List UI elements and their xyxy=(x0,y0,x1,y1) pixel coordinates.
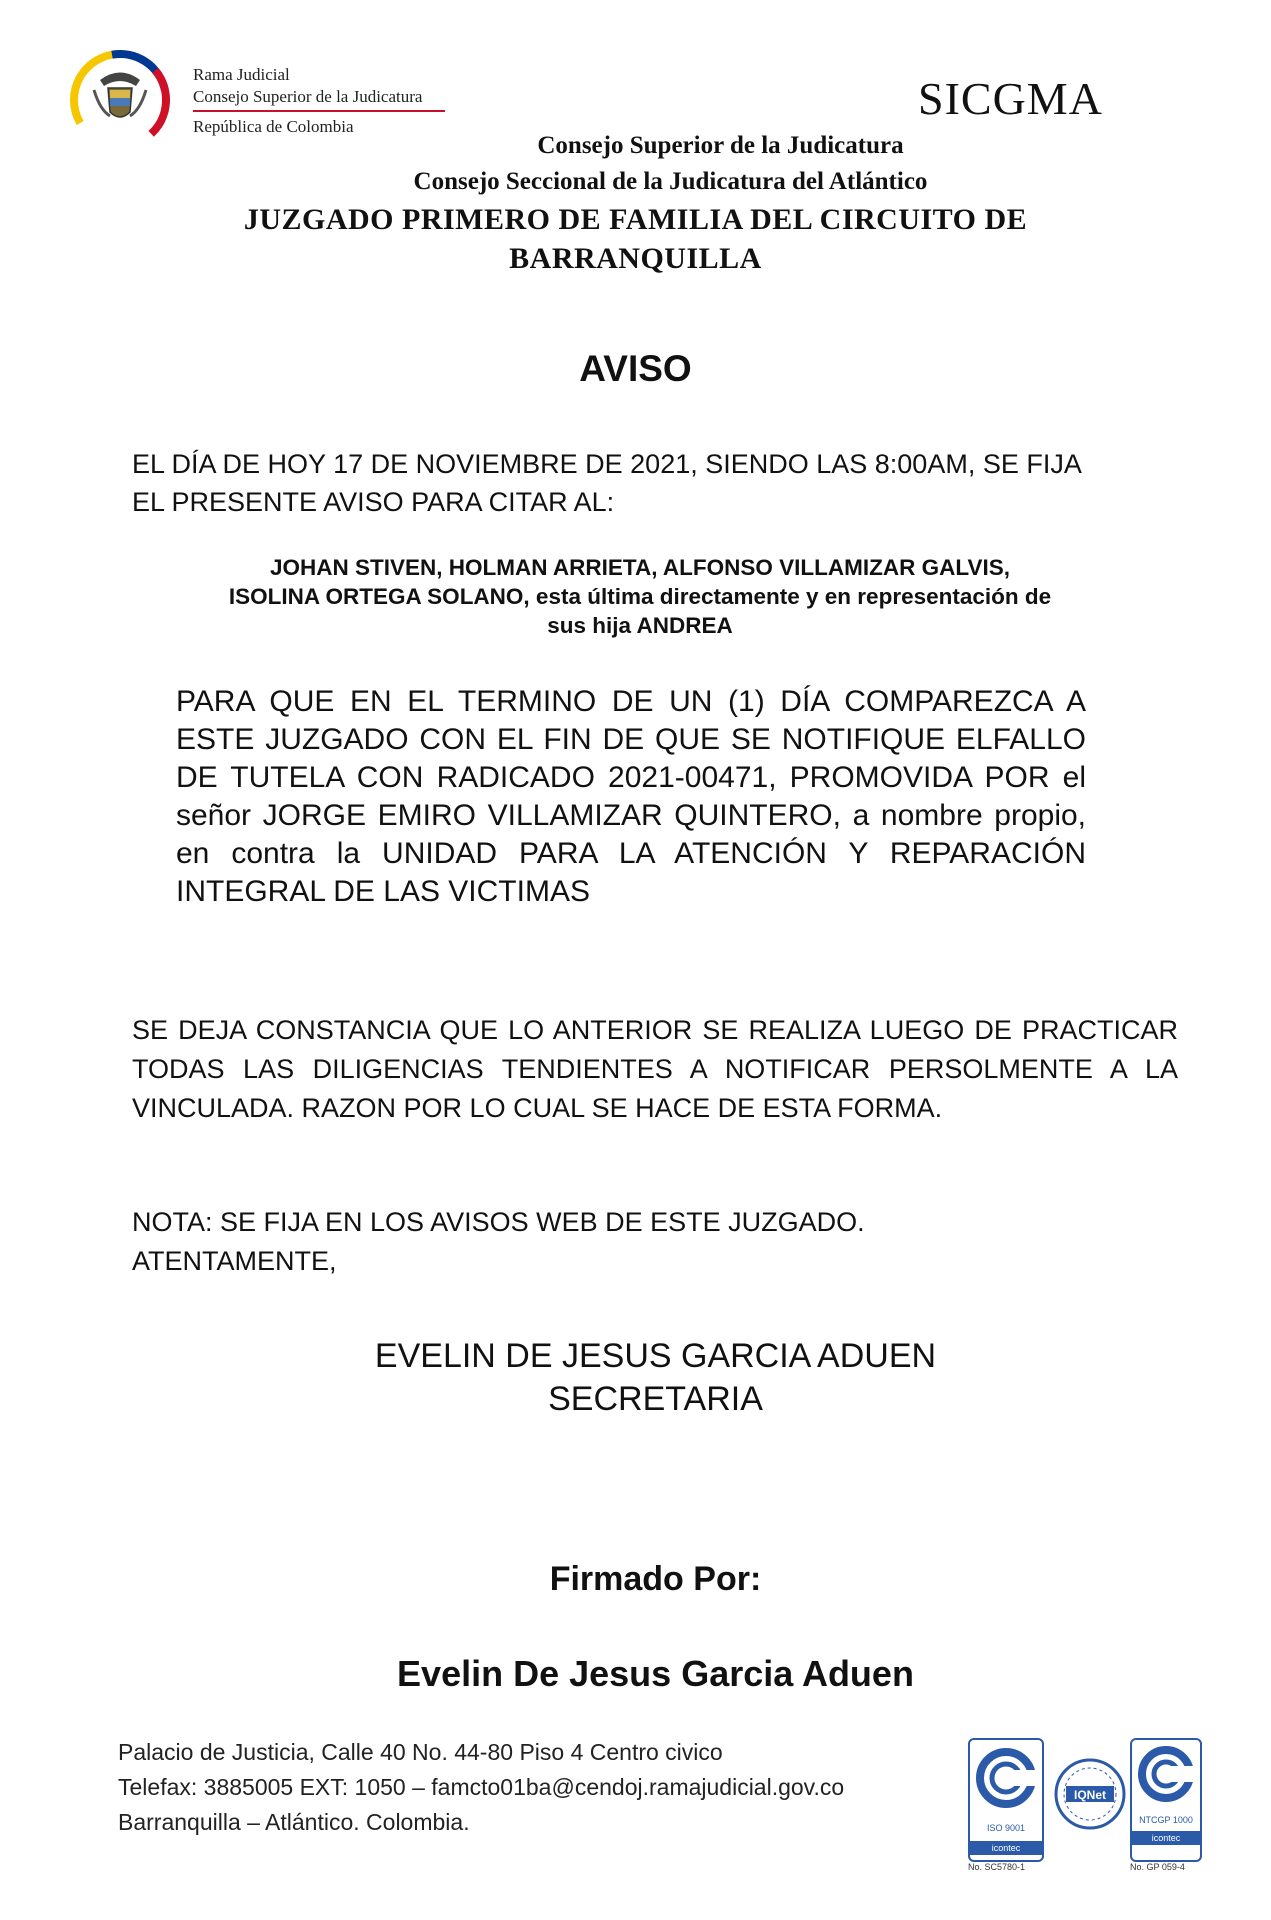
parties-line: sus hija ANDREA xyxy=(547,613,733,638)
iso-label: ISO 9001 xyxy=(986,1823,1026,1833)
header-line-ciudad: BARRANQUILLA xyxy=(509,242,762,275)
ntcgp-label: NTCGP 1000 xyxy=(1139,1815,1193,1825)
footer-address xyxy=(118,1735,958,1840)
cited-parties xyxy=(160,553,1120,640)
signer-name: Evelin De Jesus Garcia Aduen xyxy=(397,1653,914,1694)
icontec-logo-icon xyxy=(1132,1740,1200,1810)
signed-by-label: Firmado Por: xyxy=(549,1560,762,1598)
ntcgp-certificate-number: No. GP 059-4 xyxy=(1130,1862,1185,1872)
icontec-logo-icon xyxy=(970,1740,1042,1818)
header-line-consejo-seccional: Consejo Seccional de la Judicatura del Atlántico xyxy=(413,168,928,195)
system-name: SICGMA xyxy=(918,73,1103,124)
summons-paragraph: PARA QUE EN EL TERMINO DE UN (1) DÍA COMPAREZCA A ESTE JUZGADO CON EL FIN DE QUE SE NOTIFIQUE ELFALLO DE TUTELA CON RADICADO 2021-00471, PROMOVIDA POR el señor JORGE EMIRO VILLAMIZAR QUINTERO, a nombre propio, en contra la UNIDAD PARA LA ATENCIÓN Y REPARACIÓN INTEGRAL DE LAS VICTIMAS xyxy=(176,685,1086,908)
parties-line: ISOLINA ORTEGA SOLANO, esta última directamente y en representación de xyxy=(228,584,1052,609)
ntcgp-1000-seal xyxy=(1130,1738,1202,1862)
intro-line: EL PRESENTE AVISO PARA CITAR AL: xyxy=(132,487,615,517)
logo-text xyxy=(193,64,463,138)
icontec-brand: icontec xyxy=(970,1841,1042,1855)
signature-name: EVELIN DE JESUS GARCIA ADUEN xyxy=(374,1337,937,1375)
closing-line: ATENTAMENTE, xyxy=(132,1246,337,1276)
iso-9001-seal xyxy=(968,1738,1044,1862)
note-line: NOTA: SE FIJA EN LOS AVISOS WEB DE ESTE JUZGADO. xyxy=(132,1207,865,1237)
footer-line: Barranquilla – Atlántico. Colombia. xyxy=(118,1809,470,1835)
logo-line-republica: República de Colombia xyxy=(193,117,354,136)
header-line-juzgado: JUZGADO PRIMERO DE FAMILIA DEL CIRCUITO DE xyxy=(243,203,1028,236)
note-paragraph xyxy=(132,1203,1132,1281)
header-line-consejo-superior: Consejo Superior de la Judicatura xyxy=(537,132,904,159)
iqnet-seal xyxy=(1050,1738,1130,1858)
iso-certificate-number: No. SC5780-1 xyxy=(968,1862,1026,1872)
signature-role: SECRETARIA xyxy=(548,1380,763,1418)
icontec-brand: icontec xyxy=(1132,1831,1200,1845)
document-title: AVISO xyxy=(579,348,692,389)
footer-line: Telefax: 3885005 EXT: 1050 – famcto01ba@cendoj.ramajudicial.gov.co xyxy=(118,1774,845,1800)
logo-line-consejo: Consejo Superior de la Judicatura xyxy=(193,86,445,112)
parties-line: JOHAN STIVEN, HOLMAN ARRIETA, ALFONSO VILLAMIZAR GALVIS, xyxy=(270,555,1010,580)
footer-line: Palacio de Justicia, Calle 40 No. 44-80 Piso 4 Centro civico xyxy=(118,1739,723,1765)
record-paragraph: SE DEJA CONSTANCIA QUE LO ANTERIOR SE REALIZA LUEGO DE PRACTICAR TODAS LAS DILIGENCIAS TENDIENTES A NOTIFICAR PERSOLMENTE A LA VINCULADA. RAZON POR LO CUAL SE HACE DE ESTA FORMA. xyxy=(132,1015,1178,1123)
intro-line: EL DÍA DE HOY 17 DE NOVIEMBRE DE 2021, SIENDO LAS 8:00AM, SE FIJA xyxy=(132,449,1082,479)
intro-paragraph xyxy=(132,445,1172,521)
iqnet-label: IQNet xyxy=(1073,1788,1106,1802)
logo-line-rama: Rama Judicial xyxy=(193,65,290,84)
